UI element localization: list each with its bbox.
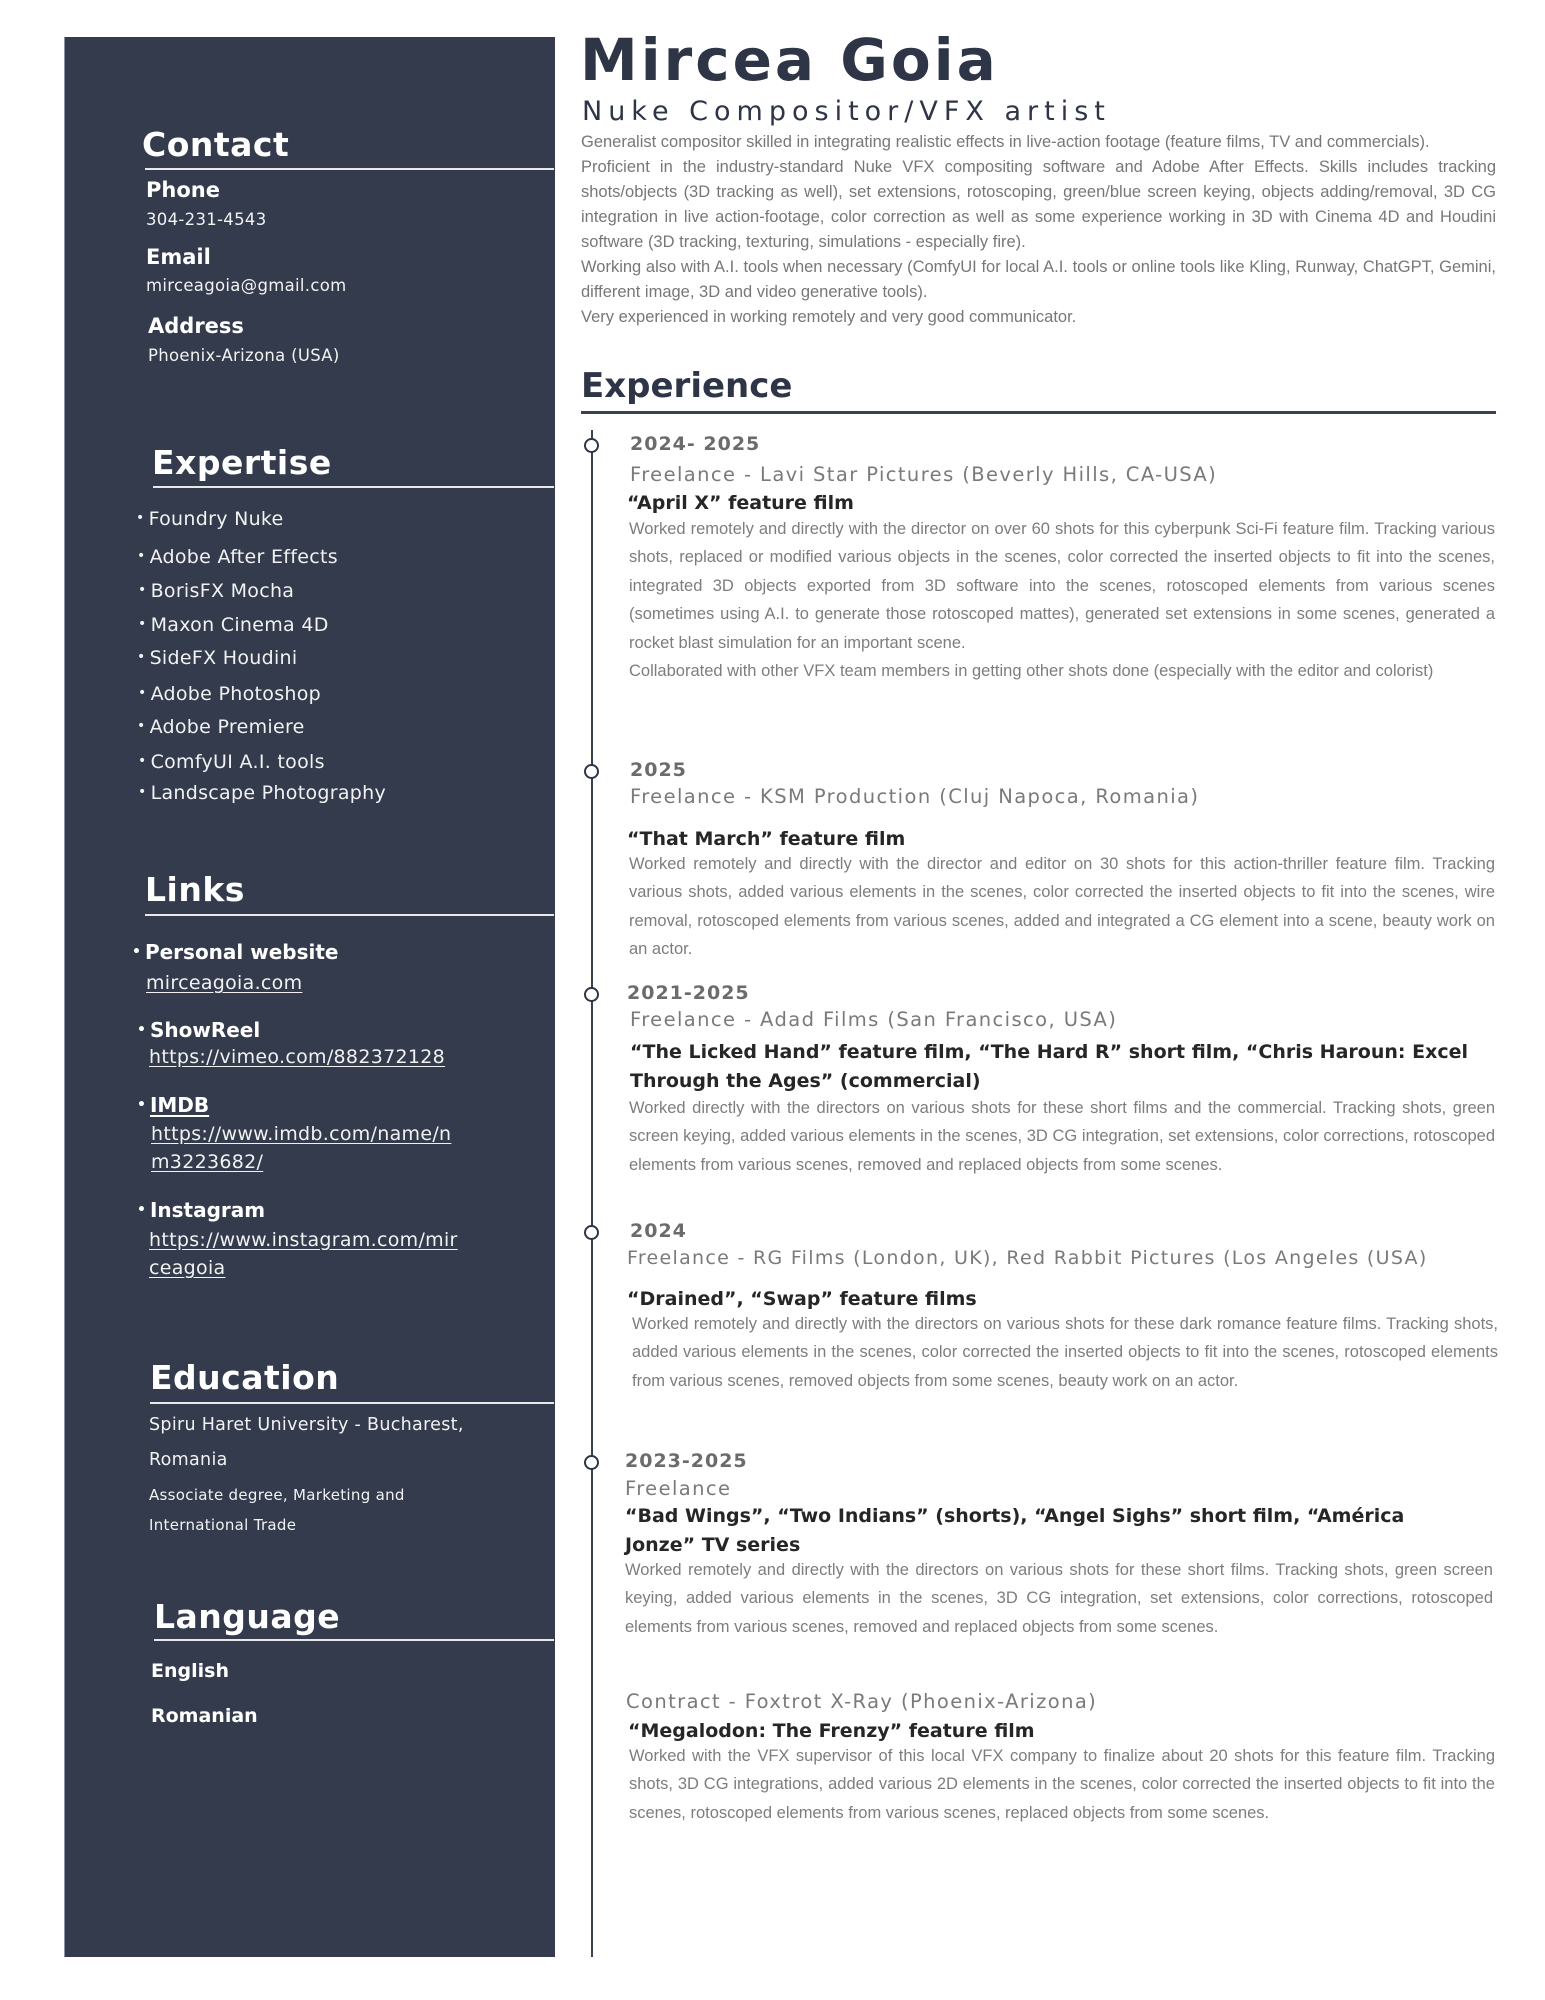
entry-title: “That March” feature film	[627, 828, 906, 850]
bullet-icon: •	[138, 616, 147, 632]
bullet-icon: •	[138, 784, 147, 800]
entry-company: Freelance - Adad Films (San Francisco, USA)	[630, 1008, 1118, 1031]
link-url[interactable]: https://vimeo.com/882372128	[149, 1046, 446, 1068]
expertise-item	[138, 580, 294, 602]
expertise-item	[138, 751, 325, 773]
entry-company: Freelance	[625, 1477, 732, 1500]
link-url[interactable]: ceagoia	[149, 1257, 226, 1279]
job-title: Nuke Compositor/VFX artist	[582, 96, 1111, 127]
timeline-line	[591, 430, 593, 1957]
entry-title: “Megalodon: The Frenzy” feature film	[628, 1720, 1035, 1742]
bullet-icon: •	[137, 1202, 146, 1218]
bullet-icon: •	[138, 685, 147, 701]
contact-divider	[145, 168, 554, 170]
link-url[interactable]: mirceagoia.com	[146, 972, 303, 994]
education-heading: Education	[150, 1358, 340, 1397]
expertise-item	[136, 508, 284, 530]
education-school-line-1: Spiru Haret University - Bucharest,	[149, 1415, 464, 1435]
language-english: English	[151, 1660, 229, 1682]
bullet-icon: •	[137, 1022, 146, 1038]
entry-description	[629, 515, 1495, 685]
link-item-instagram	[137, 1198, 265, 1222]
link-item-showreel	[137, 1018, 260, 1042]
link-item-personal-website	[132, 940, 338, 964]
expertise-item-label: Landscape Photography	[150, 782, 387, 804]
entry-description-paragraph: Collaborated with other VFX team members in getting other shots done (especially with the editor and colorist)	[629, 662, 1434, 681]
expertise-item-label: Foundry Nuke	[148, 508, 284, 530]
contact-heading: Contact	[142, 125, 290, 164]
bullet-icon: •	[136, 510, 145, 526]
bullet-icon: •	[137, 649, 146, 665]
entry-date: 2021-2025	[627, 982, 750, 1004]
email-label: Email	[146, 245, 211, 269]
expertise-item	[138, 683, 321, 705]
link-label: ShowReel	[149, 1018, 261, 1042]
entry-title: “Drained”, “Swap” feature films	[627, 1288, 977, 1310]
expertise-item	[138, 614, 329, 636]
entry-description	[625, 1556, 1493, 1641]
entry-company: Freelance - RG Films (London, UK), Red Rabbit Pictures (Los Angeles (USA)	[627, 1247, 1428, 1269]
links-heading: Links	[145, 870, 245, 909]
link-label: Instagram	[149, 1198, 266, 1222]
entry-company: Freelance - Lavi Star Pictures (Beverly Hills, CA-USA)	[630, 463, 1218, 486]
education-divider	[150, 1402, 554, 1404]
link-label[interactable]: IMDB	[149, 1093, 210, 1117]
candidate-name: Mircea Goia	[580, 26, 999, 94]
expertise-item-label: Adobe Photoshop	[150, 683, 322, 705]
expertise-item	[138, 782, 386, 804]
education-degree-line-2: International Trade	[149, 1516, 297, 1534]
education-school-line-2: Romania	[149, 1450, 228, 1470]
timeline-dot-icon	[584, 1455, 599, 1470]
link-url[interactable]: https://www.instagram.com/mir	[149, 1229, 458, 1251]
summary-paragraph: Very experienced in working remotely and very good communicator.	[581, 308, 1077, 326]
profile-summary	[581, 130, 1496, 330]
entry-description-paragraph: Worked remotely and directly with the directors on various shots for these dark romance feature films. Tracking shots, added various elements in the scenes, color corrected the inserted objects to fit into the scenes, rotoscoped elements from various scenes, removed objects from some scenes, beauty work on an actor.	[632, 1315, 1498, 1390]
language-romanian: Romanian	[151, 1705, 258, 1727]
address-value: Phoenix-Arizona (USA)	[148, 346, 340, 365]
bullet-icon: •	[137, 548, 146, 564]
entry-company: Contract - Foxtrot X-Ray (Phoenix-Arizona)	[626, 1690, 1098, 1713]
link-url[interactable]: m3223682/	[151, 1151, 264, 1173]
sidebar	[64, 37, 555, 1957]
bullet-icon: •	[137, 1097, 146, 1113]
language-heading: Language	[154, 1597, 341, 1636]
link-label: Personal website	[144, 940, 339, 964]
entry-title: “April X” feature film	[627, 492, 854, 514]
expertise-item-label: SideFX Houdini	[149, 647, 298, 669]
entry-date: 2025	[630, 759, 687, 781]
expertise-item-label: BorisFX Mocha	[150, 580, 295, 602]
entry-company: Freelance - KSM Production (Cluj Napoca, Romania)	[630, 785, 1200, 808]
entry-description-paragraph: Worked directly with the directors on various shots for these short films and the commercial. Tracking shots, green screen keying, added various elements in the scenes, 3D CG integration, set extensions, color corrections, rotoscoped elements from various scenes, removed and replaced objects from some scenes.	[629, 1099, 1495, 1174]
entry-date: 2024	[630, 1220, 687, 1242]
language-divider	[154, 1639, 554, 1641]
link-item-imdb	[137, 1093, 209, 1117]
expertise-item	[137, 647, 297, 669]
entry-description-paragraph: Worked remotely and directly with the director on over 60 shots for this cyberpunk Sci-Fi feature film. Tracking various shots, replaced or modified various objects in the scenes, color corrected the inserted objects to fit into the scenes, integrated 3D objects exported from 3D software into the scenes, rotoscoped elements from various scenes (sometimes using A.I. to generate those rotoscoped mattes), generated set extensions in some scenes, generated a rocket blast simulation for an important scene.	[629, 520, 1495, 652]
bullet-icon: •	[138, 753, 147, 769]
entry-description	[629, 850, 1495, 964]
bullet-icon: •	[138, 582, 147, 598]
links-divider	[145, 914, 554, 916]
summary-paragraph: Working also with A.I. tools when necessary (ComfyUI for local A.I. tools or online tools like Kling, Runway, ChatGPT, Gemini, different image, 3D and video generative tools).	[581, 258, 1496, 301]
timeline-dot-icon	[584, 764, 599, 779]
expertise-item-label: Adobe Premiere	[149, 716, 305, 738]
entry-description-paragraph: Worked remotely and directly with the director and editor on 30 shots for this action-thriller feature film. Tracking various shots, added various elements in the scenes, color corrected the inserted objects to fit into the scenes, wire removal, rotoscoped elements from various scenes, added and integrated a CG element into a scene, beauty work on an actor.	[629, 855, 1495, 959]
entry-description	[632, 1310, 1498, 1395]
expertise-item-label: Adobe After Effects	[149, 546, 338, 568]
summary-paragraph: Proficient in the industry-standard Nuke VFX compositing software and Adobe After Effects. Skills includes tracking shots/objects (3D tracking as well), set extensions, rotoscoping, green/blue screen keying, objects adding/removal, 3D CG integration in live action-footage, color correction as well as some experience working in 3D with Cinema 4D and Houdini software (3D tracking, texturing, simulations - especially fire).	[581, 158, 1496, 251]
phone-label: Phone	[146, 178, 220, 202]
summary-paragraph: Generalist compositor skilled in integrating realistic effects in live-action footage (feature films, TV and commercials).	[581, 133, 1430, 151]
expertise-item	[137, 716, 305, 738]
expertise-item-label: Maxon Cinema 4D	[150, 614, 329, 636]
entry-title: “Bad Wings”, “Two Indians” (shorts), “Angel Sighs” short film, “América Jonze” TV series	[625, 1505, 1405, 1556]
education-degree-line-1: Associate degree, Marketing and	[149, 1486, 405, 1504]
entry-description	[629, 1094, 1495, 1179]
phone-value: 304-231-4543	[146, 210, 267, 229]
expertise-heading: Expertise	[152, 443, 332, 482]
entry-description-paragraph: Worked remotely and directly with the directors on various shots for these short films. Tracking shots, green screen keying, added various elements in the scenes, 3D CG integration, set extensions, color corrections, rotoscoped elements from various scenes, removed and replaced objects from some scenes.	[625, 1561, 1493, 1636]
email-value[interactable]: mirceagoia@gmail.com	[146, 276, 347, 295]
experience-divider	[581, 411, 1496, 414]
timeline-dot-icon	[584, 438, 599, 453]
bullet-icon: •	[132, 944, 141, 960]
timeline-dot-icon	[584, 987, 599, 1002]
expertise-item-label: ComfyUI A.I. tools	[150, 751, 325, 773]
entry-description-paragraph: Worked with the VFX supervisor of this local VFX company to finalize about 20 shots for this feature film. Tracking shots, 3D CG integrations, added various 2D elements in the scenes, color corrected the inserted objects to fit into the scenes, rotoscoped elements from various scenes, replaced objects from some scenes.	[629, 1747, 1495, 1822]
expertise-divider	[153, 486, 554, 488]
expertise-item	[137, 546, 338, 568]
entry-description	[629, 1742, 1495, 1827]
link-url[interactable]: https://www.imdb.com/name/n	[151, 1123, 452, 1145]
address-label: Address	[148, 314, 244, 338]
entry-date: 2024- 2025	[630, 433, 761, 455]
bullet-icon: •	[137, 718, 146, 734]
entry-title: “The Licked Hand” feature film, “The Hard R” short film, “Chris Haroun: Excel Through the Ages” (commercial)	[630, 1041, 1468, 1092]
timeline-dot-icon	[584, 1225, 599, 1240]
entry-date: 2023-2025	[625, 1450, 748, 1472]
experience-heading: Experience	[581, 366, 793, 406]
